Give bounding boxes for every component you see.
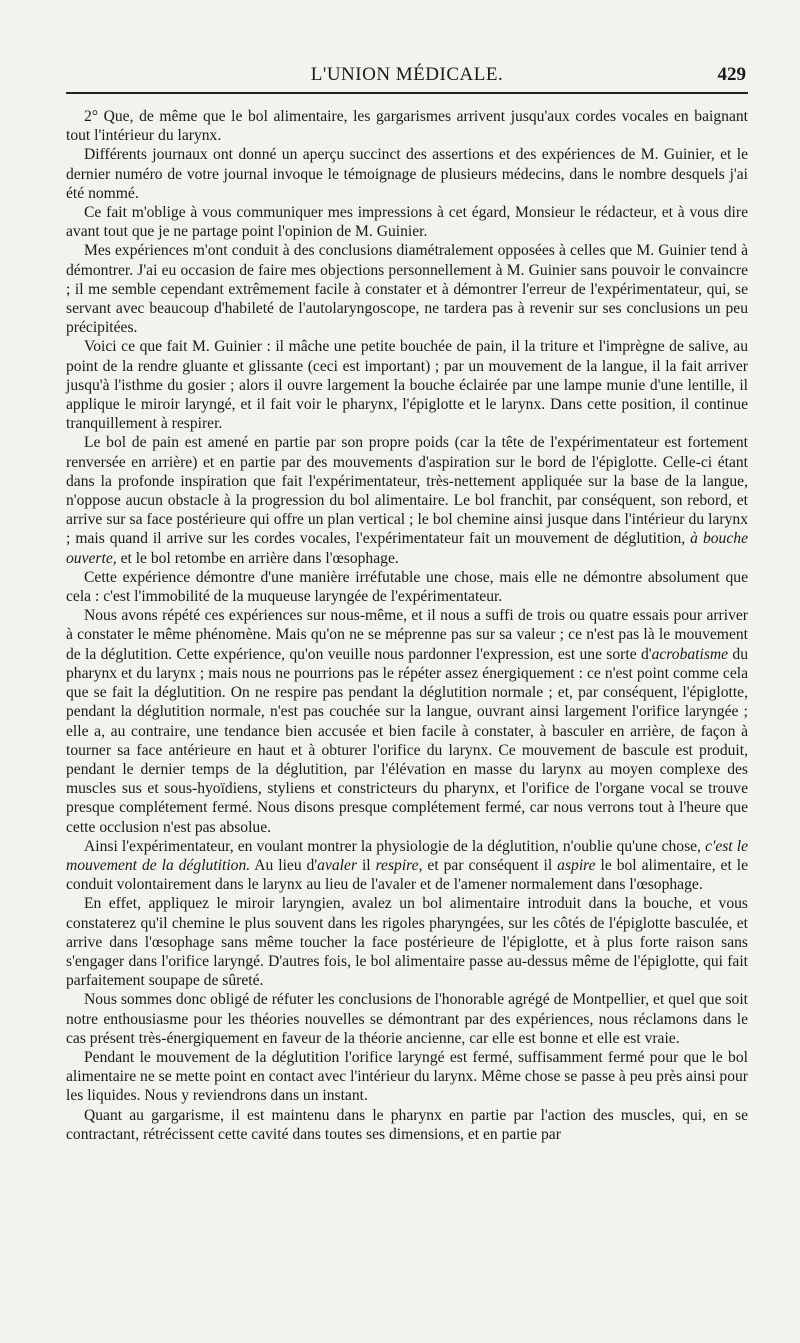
paragraph bbox=[66, 433, 748, 567]
text-run: Nous avons répété ces expériences sur nous-même, et il nous a suffi de trois ou quatre essais pour arriver à constater le même phénomène. Mais qu'on ne se méprenne pas sur sa valeur ; ce n'est pas là le mouvement de la déglutition. Cette expérience, qu'on veuille nous pardonner l'expression, est une sorte d' bbox=[66, 607, 748, 663]
text-run: Nous sommes donc obligé de réfuter les conclusions de l'honorable agrégé de Montpellier, et quel que soit notre enthousiasme pour les théories nouvelles se démontrant par des expériences, nous réclamons dans le cas présent très-énergiquement en faveur de la théorie ancienne, car elle est bonne et elle est vraie. bbox=[66, 991, 748, 1047]
text-run: Pendant le mouvement de la déglutition l'orifice laryngé est fermé, suffisamment fermé pour que le bol alimentaire ne se mette point en contact avec l'intérieur du larynx. Même chose se passe à peu près ainsi pour les liquides. Nous y reviendrons dans un instant. bbox=[66, 1048, 748, 1105]
text-run: 2° Que, de même que le bol alimentaire, les gargarismes arrivent jusqu'aux cordes vocales en baignant tout l'intérieur du larynx. bbox=[66, 108, 748, 145]
paragraph bbox=[66, 568, 748, 606]
paragraph bbox=[66, 241, 748, 337]
paragraph bbox=[66, 606, 748, 836]
text-run: Quant au gargarisme, il est maintenu dans le pharynx en partie par l'action des muscles, qui, en se contractant, rétrécissent cette cavité dans toutes ses dimensions, et en partie par bbox=[66, 1106, 748, 1143]
text-run: Voici ce que fait M. Guinier : il mâche une petite bouchée de pain, il la triture et l'imprègne de salive, au point de la rendre gluante et glissante (ceci est important) ; par un mouvement de la langue, il la fait arriver jusqu'à l'isthme du gosier ; alors il ouvre largement la bouche éclairée par une lampe munie d'une lentille, il applique le miroir laryngé, et il fait voir le pharynx, l'épiglotte et le larynx. Dans cette position, il continue tranquillement à respirer. bbox=[66, 338, 748, 433]
paragraph bbox=[66, 1106, 748, 1144]
article-body bbox=[66, 107, 748, 1144]
text-run: le bol alimentaire, et le conduit volontairement dans le larynx au lieu de l'avaler et de l'amener normalement dans l'œsophage. bbox=[66, 856, 748, 894]
text-run: Le bol de pain est amené en partie par son propre poids (car la tête de l'expérimentateur est fortement renversée en arrière) et en partie par des mouvements d'aspiration sur le bord de l'épiglotte. Celle-ci étant dans la profonde inspiration que fait l'expérimentateur, très-nettement appliquée sur la base de la langue, n'oppose aucun obstacle à la progression du bol alimentaire. Le bol franchit, par conséquent, son rebord, et arrive sur sa face postérieure qui offre un plan vertical ; le bol chemine ainsi jusque dans l'intérieur du larynx ; mais quand il arrive sur les cordes vocales, l'expérimentateur fait un mouvement de déglutition, bbox=[66, 434, 748, 548]
text-run: et par conséquent il bbox=[422, 856, 558, 874]
text-run: il bbox=[357, 856, 376, 874]
italic-run: c'est le mouvement de la déglutition. bbox=[66, 837, 748, 874]
text-run: Au lieu d' bbox=[250, 856, 318, 874]
italic-run: aspire bbox=[557, 856, 596, 874]
paragraph bbox=[66, 837, 748, 895]
paragraph bbox=[66, 107, 748, 145]
italic-run: à bouche ouverte, bbox=[66, 530, 748, 567]
page-number: 429 bbox=[717, 64, 746, 85]
paragraph bbox=[66, 1048, 748, 1106]
paragraph bbox=[66, 145, 748, 203]
text-run: et le bol retombe en arrière dans l'œsophage. bbox=[116, 549, 399, 567]
italic-run: acrobatisme bbox=[651, 645, 729, 663]
text-run: En effet, appliquez le miroir laryngien, avalez un bol alimentaire introduit dans la bouche, et vous constaterez qu'il chemine le plus souvent dans les rigoles pharyngées, sur les côtés de l'épiglotte basculée, et arrive dans l'œsophage sans même toucher la face postérieure de l'épiglotte, et à plus forte raison sans s'engager dans l'orifice laryngé. D'autres fois, le bol alimentaire passe au-dessus même de l'épiglotte, qui fait parfaitement soupape de sûreté. bbox=[66, 895, 748, 990]
text-run: Mes expériences m'ont conduit à des conclusions diamétralement opposées à celles que M. Guinier tend à démontrer. J'ai eu occasion de faire mes objections personnellement à M. Guinier sans pouvoir le convaincre ; il me semble cependant extrêmement facile à constater et à démontrer l'erreur de l'expérimentateur, qui, se servant avec beaucoup d'habileté de l'autolaryngoscope, ne tardera pas à revenir sur ses conclusions un peu précipitées. bbox=[66, 242, 748, 337]
text-run: du pharynx et du larynx ; mais nous ne pourrions pas le répéter assez énergiquement : ce n'est point comme cela que se fait la déglutition. On ne respire pas pendant la déglutition normale ; et, par conséquent, l'épiglotte, pendant la déglutition normale, n'est pas couchée sur la langue, ouvrant ainsi largement l'orifice laryngée ; elle a, au contraire, une tendance bien accusée et bien facile à constater, à basculer en arrière, de façon à tourner sa face antérieure en haut et à obturer l'orifice du larynx. Ce mouvement de bascule est produit, pendant le dernier temps de la déglutition, par l'élévation en masse du larynx au moyen complexe des muscles sus et sous-hyoïdiens, styliens et constricteurs du pharynx, et l'orifice de l'organe vocal se trouve presque complétement fermé. Nous disons presque complétement fermé, car nous verrons tout à l'heure que cette occlusion n'est pas absolue. bbox=[66, 645, 748, 836]
running-title: L'UNION MÉDICALE. bbox=[310, 64, 504, 85]
italic-run: respire, bbox=[375, 856, 423, 874]
header-rule bbox=[66, 92, 748, 94]
paragraph bbox=[66, 990, 748, 1048]
paragraph bbox=[66, 337, 748, 433]
text-run: Différents journaux ont donné un aperçu succinct des assertions et des expériences de M. Guinier, et le dernier numéro de votre journal invoque le témoignage de plusieurs médecins, dans le nombre desquels j'ai été nommé. bbox=[66, 146, 748, 202]
page-header bbox=[66, 58, 748, 92]
text-run: Cette expérience démontre d'une manière irréfutable une chose, mais elle ne démontre absolument que cela : c'est l'immobilité de la muqueuse laryngée de l'expérimentateur. bbox=[66, 568, 748, 606]
text-run: Ce fait m'oblige à vous communiquer mes impressions à cet égard, Monsieur le rédacteur, et à vous dire avant tout que je ne partage point l'opinion de M. Guinier. bbox=[66, 204, 748, 241]
paragraph bbox=[66, 894, 748, 990]
text-run: Ainsi l'expérimentateur, en voulant montrer la physiologie de la déglutition, n'oublie qu'une chose, bbox=[84, 837, 706, 855]
italic-run: avaler bbox=[317, 856, 358, 874]
paragraph bbox=[66, 203, 748, 241]
